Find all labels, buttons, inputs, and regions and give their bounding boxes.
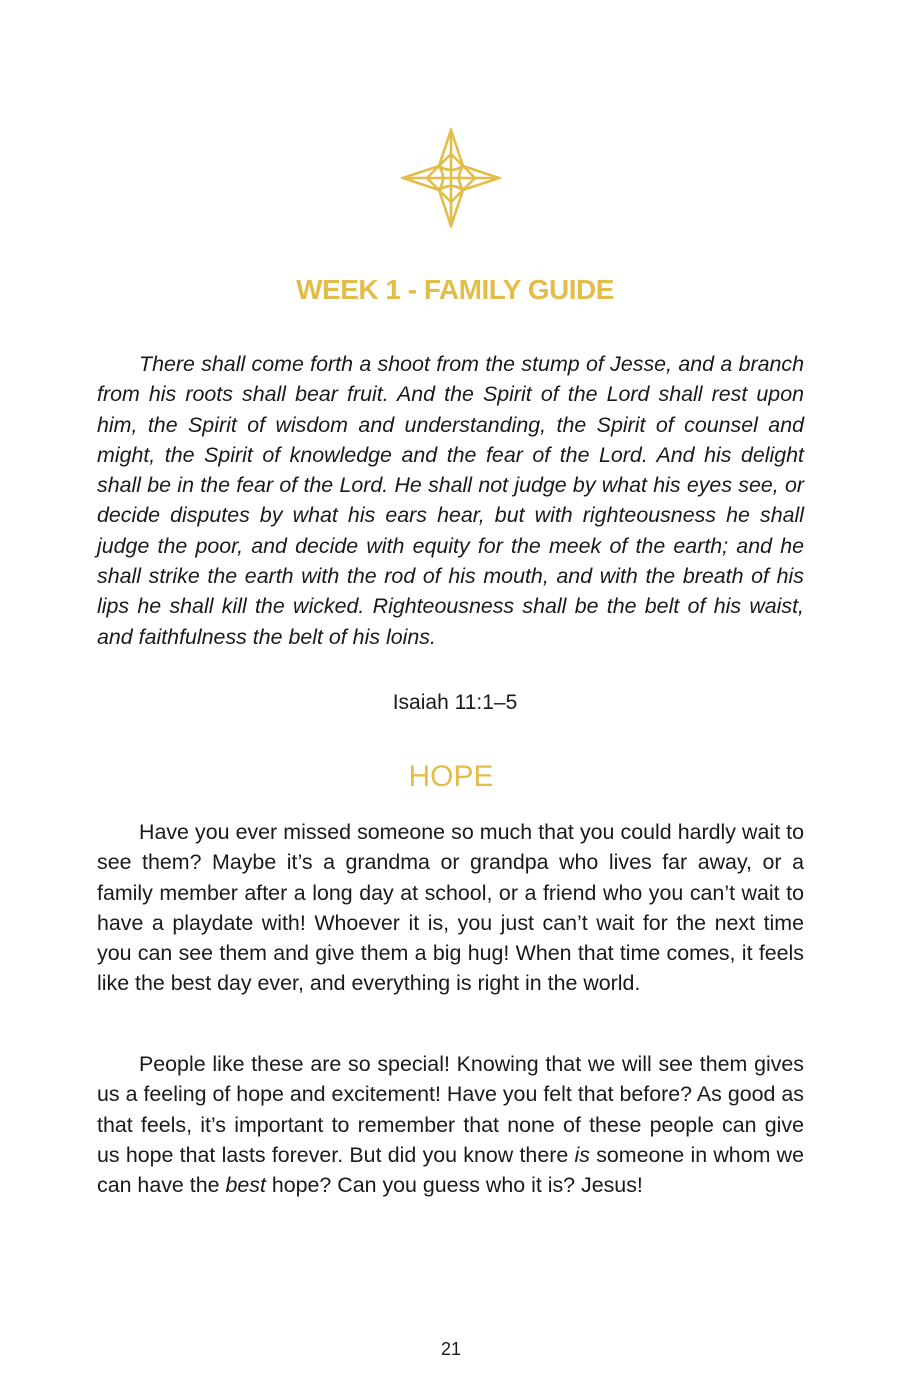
page-heading: WEEK 1 - FAMILY GUIDE bbox=[296, 274, 614, 305]
section-title: HOPE bbox=[408, 760, 494, 793]
scripture-passage: There shall come forth a shoot from the stump of Jesse, and a branch from his roots shall bear fruit. And the Spirit of the Lord shall rest upon him, the Spirit of wisdom and understanding, the Spirit of counsel and might, the Spirit of knowledge and the fear of the Lord. And his delight shall be in the fear of the Lord. He shall not judge by what his eyes see, or decide disputes by what his ears hear, but with righteousness he shall judge the poor, and decide with equity for the meek of the earth; and he shall strike the earth with the rod of his mouth, and with the breath of his lips he shall kill the wicked. Righteousness shall be the belt of his waist, and faithfulness the belt of his loins. bbox=[97, 352, 804, 649]
scripture-reference: Isaiah 11:1–5 bbox=[392, 691, 518, 714]
body-paragraph-2 bbox=[97, 1049, 804, 1200]
emphasis-best: best bbox=[225, 1173, 266, 1198]
body-paragraph-1: Have you ever missed someone so much that you could hardly wait to see them? Maybe it’s a grandma or grandpa who lives far away, or a family member after a long day at school, or a friend who you can’t wait to have a playdate with! Whoever it is, you just can’t wait for the next time you can see them and give them a big hug! When that time comes, it feels like the best day ever, and everything is right in the world. bbox=[97, 820, 804, 996]
paragraph-2-text-b: someone in whom we can have the bbox=[97, 1142, 804, 1198]
page-number: 21 bbox=[440, 1339, 462, 1359]
four-point-star-icon bbox=[401, 128, 501, 228]
emphasis-is: is bbox=[574, 1142, 590, 1167]
paragraph-2-text-a: People like these are so special! Knowing that we will see them gives us a feeling of hope and excitement! Have you felt that before? As good as that feels, it’s important to remember that none of these people can give us hope that lasts forever. But did you know there bbox=[97, 1052, 804, 1167]
paragraph-2-text-c: hope? Can you guess who it is? Jesus! bbox=[265, 1173, 643, 1198]
